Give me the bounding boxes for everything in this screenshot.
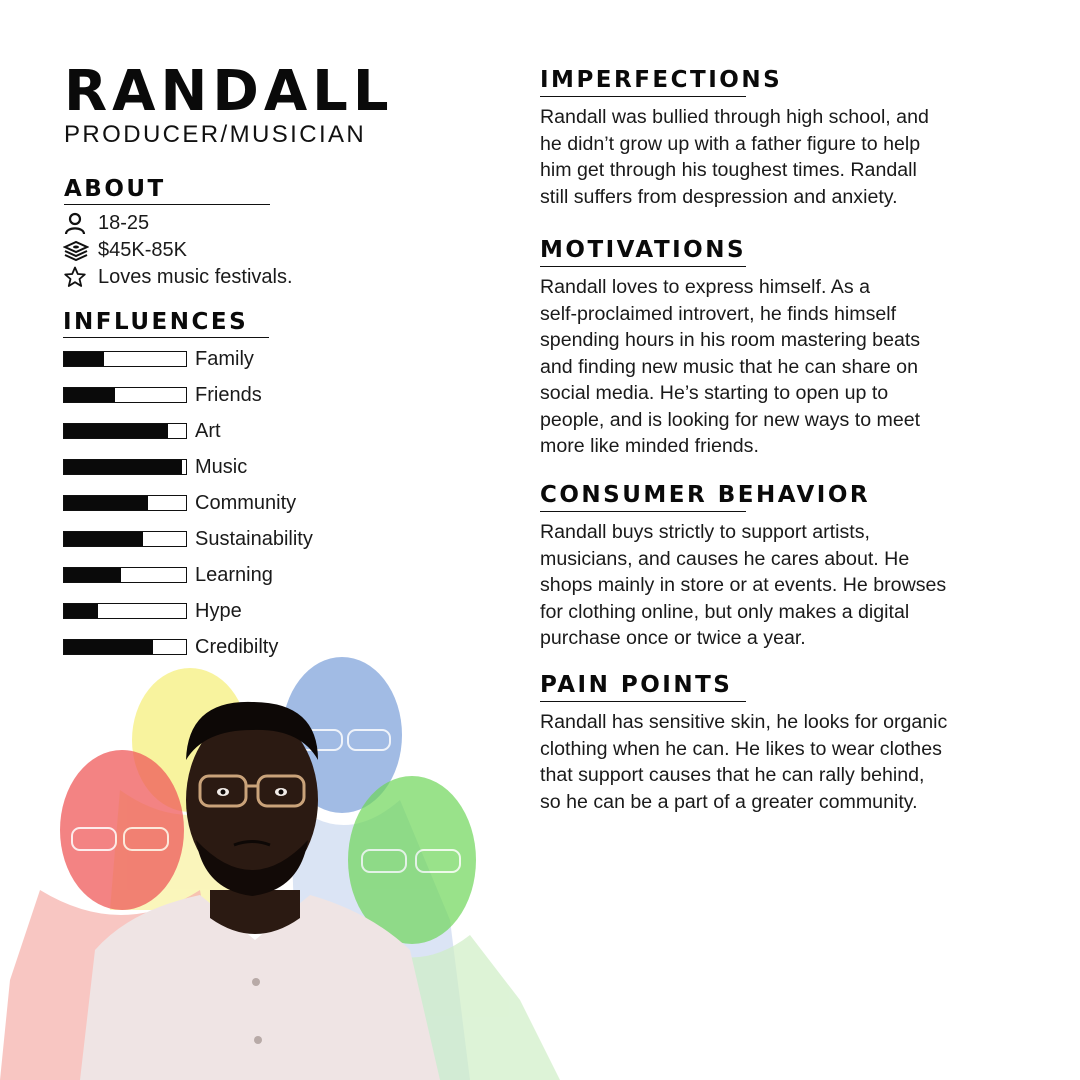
influence-bar-fill [64,532,143,546]
about-rule [64,204,270,205]
influence-label: Sustainability [195,527,313,550]
imperfections-heading: IMPERFECTIONS [540,67,783,93]
influence-bar-fill [64,424,168,438]
influence-label: Family [195,347,254,370]
influence-label: Community [195,491,297,514]
consumer-behavior-text: Randall buys strictly to support artists, musicians, and causes he cares about. He shops mainly in store or at events. He browses for clothing online, but only makes a digital purchase once or twice a year. [540,521,947,649]
influence-row [63,601,242,621]
influence-label: Friends [195,383,262,406]
pain-points-heading: PAIN POINTS [540,672,733,698]
portrait-collage [0,650,600,1080]
influence-bar-fill [64,604,98,618]
influences-rule [63,337,269,338]
influence-bar [63,531,187,547]
motivations-rule [540,266,746,267]
influence-bar [63,351,187,367]
influence-bar [63,387,187,403]
influence-label: Hype [195,599,242,622]
influence-label: Art [195,419,221,442]
influence-row [63,421,221,441]
cash-stack-icon [63,237,89,263]
influence-label: Music [195,455,248,478]
imperfections-text: Randall was bullied through high school, and he didn’t grow up with a father figure to help him get through his toughest times. Randall still suffers from despression and anxiety. [540,106,929,208]
consumer-behavior-heading: CONSUMER BEHAVIOR [540,482,871,508]
person-icon [63,210,89,236]
about-item-interest [63,264,293,290]
influence-bar [63,567,187,583]
motivations-heading: MOTIVATIONS [540,237,747,263]
influence-bar-fill [64,460,182,474]
influences-heading: INFLUENCES [63,309,249,335]
influence-row [63,349,254,369]
about-item-age [63,210,149,236]
influence-bar-fill [64,388,115,402]
about-item-income [63,237,187,263]
influence-label: Learning [195,563,273,586]
influence-row [63,457,247,477]
influence-bar [63,459,187,475]
influence-row [63,565,273,585]
persona-role: PRODUCER/MUSICIAN [64,121,367,148]
influence-bar-fill [64,352,104,366]
influence-label: Credibilty [195,635,279,658]
about-interest-text: Loves music festivals. [98,265,293,288]
influence-bar [63,495,187,511]
influence-bar [63,423,187,439]
influence-row [63,385,262,405]
influence-bar-fill [64,496,148,510]
persona-name: RANDALL [64,59,394,124]
star-icon [63,264,89,290]
about-age-text: 18-25 [98,211,150,234]
influence-row [63,493,296,513]
motivations-text: Randall loves to express himself. As a self-proclaimed introvert, he finds himself spending hours in his room mastering beats and finding new music that he can share on social media. He’s starting to open up to people, and is looking for new ways to meet more like minded friends. [540,276,921,457]
about-income-text: $45K-85K [98,238,187,261]
pain-points-text: Randall has sensitive skin, he looks for organic clothing when he can. He likes to wear clothes that support causes that he can rally behind, so he can be a part of a greater community. [540,711,948,813]
about-heading: ABOUT [64,176,166,202]
imperfections-rule [540,96,746,97]
influence-bar [63,603,187,619]
consumer-behavior-rule [540,511,746,512]
influence-row [63,529,313,549]
influence-bar-fill [64,568,121,582]
